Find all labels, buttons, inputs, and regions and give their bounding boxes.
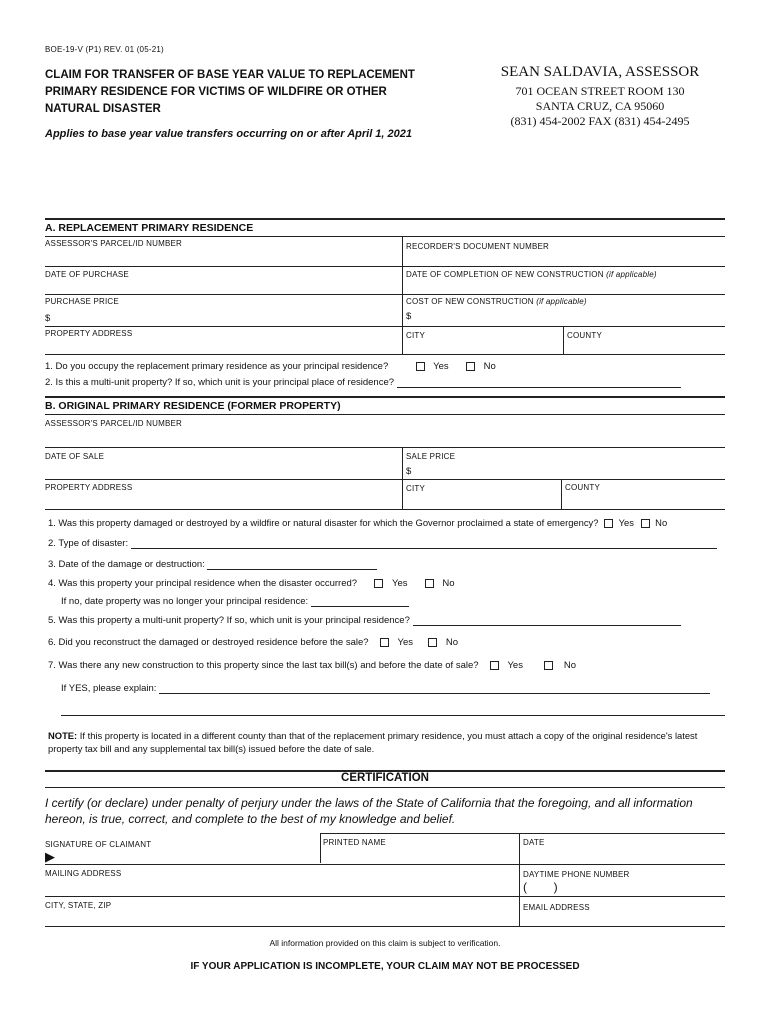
b-question-4b: If no, date property was no longer your principal residence: (61, 596, 409, 607)
a-recorder-field[interactable] (404, 252, 724, 265)
signature-arrow-icon: ▶ (45, 849, 55, 864)
section-b-heading: B. ORIGINAL PRIMARY RESIDENCE (FORMER PROPERTY) (45, 400, 341, 412)
note (48, 730, 728, 755)
a-address-field[interactable] (45, 339, 400, 353)
a-parcel-field[interactable] (45, 238, 400, 265)
certification-heading: CERTIFICATION (341, 772, 429, 784)
b-q4b-field[interactable] (311, 596, 409, 607)
b-parcel-field[interactable] (45, 430, 725, 446)
b-q4-no-checkbox[interactable] (425, 579, 434, 588)
a-question-1: 1. Do you occupy the replacement primary residence as your principal residence? Yes No (45, 361, 496, 372)
signature-label: SIGNATURE OF CLAIMANT (45, 840, 152, 849)
mailing-address-label: MAILING ADDRESS (45, 869, 122, 878)
b-q2-field[interactable] (131, 538, 717, 549)
b-city-field[interactable] (404, 494, 559, 508)
section-b-rule (45, 396, 725, 398)
title-line-1: CLAIM FOR TRANSFER OF BASE YEAR VALUE TO REPLACEMENT (45, 69, 415, 81)
title-line-3: NATURAL DISASTER (45, 103, 161, 115)
b-sale-date-field[interactable] (45, 462, 400, 476)
a-parcel-label: ASSESSOR'S PARCEL/ID NUMBER (45, 239, 183, 248)
b-question-5: 5. Was this property a multi-unit property? If so, which unit is your principal residence? (48, 615, 681, 626)
phone-label: DAYTIME PHONE NUMBER (523, 870, 630, 879)
assessor-city: SANTA CRUZ, CA 95060 (535, 99, 665, 113)
b-address-field[interactable] (45, 494, 400, 508)
b-sale-price-field[interactable] (415, 462, 725, 476)
a-county-label: COUNTY (567, 331, 602, 340)
printed-name-label: PRINTED NAME (323, 838, 386, 847)
b-q1-yes-checkbox[interactable] (604, 519, 613, 528)
b-question-2: 2. Type of disaster: (48, 538, 717, 549)
b-q1-no-checkbox[interactable] (641, 519, 650, 528)
a-completion-field[interactable] (404, 280, 724, 293)
a-purchase-price-label: PURCHASE PRICE (45, 297, 119, 306)
b-question-3: 3. Date of the damage or destruction: (48, 559, 377, 570)
b-q6-yes-checkbox[interactable] (380, 638, 389, 647)
b-q7-yes-checkbox[interactable] (490, 661, 499, 670)
a-purchase-price-dollar: $ (45, 313, 51, 324)
b-county-field[interactable] (563, 494, 724, 508)
email-field[interactable] (523, 912, 723, 925)
section-a-heading: A. REPLACEMENT PRIMARY RESIDENCE (45, 222, 254, 234)
a-purchase-date-label: DATE OF PURCHASE (45, 270, 129, 279)
date-label: DATE (523, 838, 545, 847)
note-label: NOTE: (48, 730, 78, 741)
title-line-2: PRIMARY RESIDENCE FOR VICTIMS OF WILDFIRE OR OTHER (45, 86, 387, 98)
certification-text: I certify (or declare) under penalty of perjury under the laws of the State of California that the foregoing, and all information hereon, is true, correct, and complete to the best of my knowledge and belief. (45, 796, 693, 826)
a-city-label: CITY (406, 331, 426, 340)
b-sale-price-label: SALE PRICE (406, 452, 456, 461)
form-id: BOE-19-V (P1) REV. 01 (05-21) (45, 45, 164, 54)
b-q3-field[interactable] (207, 559, 377, 570)
b-sale-date-label: DATE OF SALE (45, 452, 105, 461)
assessor-phone: (831) 454-2002 FAX (831) 454-2495 (510, 114, 690, 128)
printed-name-field[interactable] (323, 849, 517, 863)
form-subtitle: Applies to base year value transfers occurring on or after April 1, 2021 (45, 128, 413, 140)
a-cost-label: COST OF NEW CONSTRUCTION (if applicable) (406, 297, 587, 306)
assessor-name: SEAN SALDAVIA, ASSESSOR (500, 64, 700, 80)
b-parcel-label: ASSESSOR'S PARCEL/ID NUMBER (45, 419, 183, 428)
signature-field[interactable] (60, 849, 318, 863)
assessor-street: 701 OCEAN STREET ROOM 130 (515, 84, 685, 98)
a-recorder-label: RECORDER'S DOCUMENT NUMBER (406, 242, 550, 251)
a-address-label: PROPERTY ADDRESS (45, 329, 133, 338)
phone-field[interactable]: ( ) (523, 880, 558, 894)
b-q7b-field[interactable] (159, 683, 710, 694)
b-q7-no-checkbox[interactable] (544, 661, 553, 670)
b-question-4: 4. Was this property your principal residence when the disaster occurred? Yes No (48, 578, 455, 589)
a-q2-field[interactable] (397, 377, 681, 388)
a-purchase-date-field[interactable] (45, 279, 400, 293)
b-question-1: 1. Was this property damaged or destroyed by a wildfire or natural disaster for which the Governor proclaimed a state of emergency? Yes No (48, 517, 668, 528)
b-q4-yes-checkbox[interactable] (374, 579, 383, 588)
b-question-7b: If YES, please explain: (61, 683, 710, 694)
b-q5-field[interactable] (413, 615, 681, 626)
note-text: If this property is located in a different county than that of the replacement primary residence, you must attach a copy of the original residence's latest property tax bill and any supplemental tax bill(s) issued before the date of sale. (48, 730, 698, 754)
b-q7b-field-line-2[interactable] (61, 715, 725, 716)
assessor-block (480, 64, 720, 129)
a-question-2: 2. Is this a multi-unit property? If so, which unit is your principal place of residence? (45, 377, 681, 388)
b-question-7: 7. Was there any new construction to this property since the last tax bill(s) and before the date of sale? Yes No (48, 660, 577, 671)
date-field[interactable] (523, 849, 723, 863)
a-q1-yes-checkbox[interactable] (416, 362, 425, 371)
city-state-zip-field[interactable] (45, 910, 517, 924)
a-q1-no-checkbox[interactable] (466, 362, 475, 371)
a-purchase-price-field[interactable] (45, 309, 400, 323)
mailing-address-field[interactable] (45, 880, 517, 894)
city-state-zip-label: CITY, STATE, ZIP (45, 901, 112, 910)
b-county-label: COUNTY (565, 483, 600, 492)
email-label: EMAIL ADDRESS (523, 903, 590, 912)
b-address-label: PROPERTY ADDRESS (45, 483, 133, 492)
b-sale-price-dollar: $ (406, 466, 412, 477)
b-question-6: 6. Did you reconstruct the damaged or destroyed residence before the sale? Yes No (48, 637, 459, 648)
b-q6-no-checkbox[interactable] (428, 638, 437, 647)
a-cost-dollar: $ (406, 311, 412, 322)
form-title (45, 67, 415, 118)
verification-note: All information provided on this claim is subject to verification. (269, 938, 501, 948)
a-city-field[interactable] (404, 341, 562, 353)
section-a-rule (45, 218, 725, 220)
a-county-field[interactable] (565, 341, 724, 353)
a-completion-label: DATE OF COMPLETION OF NEW CONSTRUCTION (if applicable) (406, 270, 657, 279)
incomplete-warning: IF YOUR APPLICATION IS INCOMPLETE, YOUR CLAIM MAY NOT BE PROCESSED (190, 961, 580, 972)
b-city-label: CITY (406, 484, 426, 493)
a-cost-field[interactable] (415, 309, 725, 323)
